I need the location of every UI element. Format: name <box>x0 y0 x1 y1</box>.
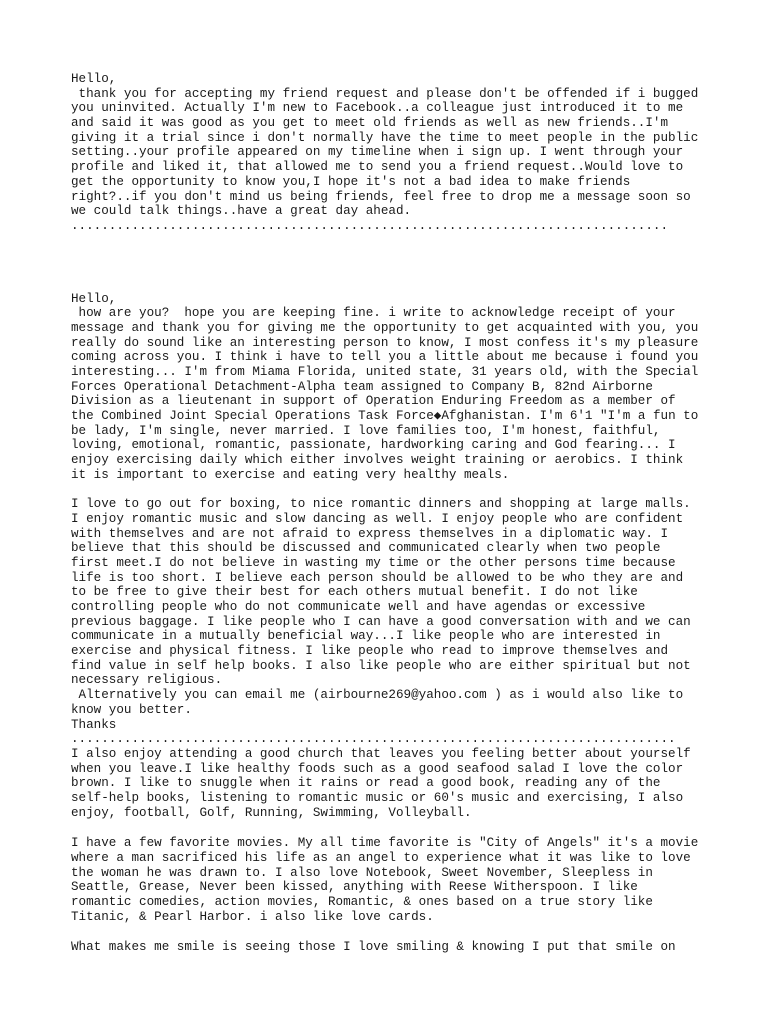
text-line: first meet.I do not believe in wasting my time or the other persons time because <box>71 555 676 570</box>
text-line: Titanic, & Pearl Harbor. i also like love cards. <box>71 909 434 924</box>
letter-1-greeting: Hello, <box>71 72 117 86</box>
text-line: Seattle, Grease, Never been kissed, anything with Reese Witherspoon. I like <box>71 880 638 895</box>
text-line: to be free to give their best for each others mutual benefit. I do not like <box>71 585 638 600</box>
text-line: get the opportunity to know you,I hope it's not a bad idea to make friends <box>71 174 631 189</box>
letter-1 <box>71 72 711 234</box>
text-line: the woman he was drawn to. I also love Notebook, Sweet November, Sleepless in <box>71 865 653 880</box>
text-line: be lady, I'm single, never married. I love families too, I'm honest, faithful, <box>71 423 661 438</box>
dotted-divider: ................................................................................ <box>71 732 676 747</box>
spacer <box>71 924 711 940</box>
text-line: right?..if you don't mind us being friends, feel free to drop me a message soon so <box>71 189 691 204</box>
text-line: giving it a trial since i don't normally have the time to meet people in the public <box>71 130 699 145</box>
text-line: Alternatively you can email me (airbourne269@yahoo.com ) as i would also like to <box>71 688 684 703</box>
text-line: know you better. <box>71 702 192 717</box>
text-line: communicate in a mutually beneficial way...I like people who are interested in <box>71 629 661 644</box>
text-line: I also enjoy attending a good church that leaves you feeling better about yourself <box>71 746 691 761</box>
text-line: how are you? hope you are keeping fine. i write to acknowledge receipt of your <box>71 306 676 321</box>
spacer <box>71 234 711 292</box>
text-line: enjoy exercising daily which either involves weight training or aerobics. I think <box>71 453 684 468</box>
text-line: thank you for accepting my friend request and please don't be offended if i bugged <box>71 86 699 101</box>
text-line: interesting... I'm from Miama Florida, united state, 31 years old, with the Special <box>71 365 699 379</box>
text-line: where a man sacrificed his life as an angel to experience what it was like to love <box>71 851 691 865</box>
text-line: I have a few favorite movies. My all time favorite is "City of Angels" it's a movie <box>71 836 699 851</box>
text-line: the Combined Joint Special Operations Task Force◆Afghanistan. I'm 6'1 "I'm a fun to <box>71 409 699 424</box>
text-line: self-help books, listening to romantic music or 60's music and exercising, I also <box>71 790 684 805</box>
text-line: really do sound like an interesting person to know, I most confess it's my pleasure <box>71 335 699 350</box>
text-line: exercise and physical fitness. I like people who read to improve themselves and <box>71 644 669 659</box>
text-line: life is too short. I believe each person should be allowed to be who they are and <box>71 570 684 585</box>
text-line: believe that this should be discussed and communicated clearly when two people <box>71 541 661 556</box>
text-line: profile and liked it, that allowed me to send you a friend request..Would love to <box>71 160 684 175</box>
text-line: romantic comedies, action movies, Romantic, & ones based on a true story like <box>71 895 653 910</box>
spacer <box>71 483 711 498</box>
text-line: necessary religious. <box>71 673 223 688</box>
text-line: we could talk things..have a great day ahead. <box>71 204 412 219</box>
text-line: setting..your profile appeared on my timeline when i sign up. I went through your <box>71 145 684 160</box>
text-line: coming across you. I think i have to tell you a little about me because i found you <box>71 350 699 365</box>
letter-2 <box>71 292 711 747</box>
letter-3 <box>71 747 711 955</box>
text-line: I love to go out for boxing, to nice romantic dinners and shopping at large malls. <box>71 497 691 512</box>
dotted-divider: ............................................................................... <box>71 218 669 233</box>
spacer <box>71 820 711 836</box>
text-line: controlling people who do not communicate well and have agendas or excessive <box>71 600 646 614</box>
text-line: I enjoy romantic music and slow dancing as well. I enjoy people who are confident <box>71 511 684 526</box>
text-line: previous baggage. I like people who I can have a good conversation with and we can <box>71 614 691 629</box>
text-line: Thanks <box>71 717 117 732</box>
text-line: you uninvited. Actually I'm new to Facebook..a colleague just introduced it to me <box>71 101 684 116</box>
text-line: find value in self help books. I also like people who are either spiritual but not <box>71 658 691 673</box>
text-line: with themselves and are not afraid to express themselves in a diplomatic way. I <box>71 526 669 541</box>
text-line: brown. I like to snuggle when it rains or read a good book, reading any of the <box>71 776 661 791</box>
text-line: it is important to exercise and eating very healthy meals. <box>71 467 510 482</box>
text-line: enjoy, football, Golf, Running, Swimming, Volleyball. <box>71 805 472 820</box>
text-line: Division as a lieutenant in support of Operation Enduring Freedom as a member of <box>71 394 676 409</box>
text-line: Forces Operational Detachment-Alpha team assigned to Company B, 82nd Airborne <box>71 379 653 394</box>
letter-2-greeting: Hello, <box>71 291 117 306</box>
text-line: when you leave.I like healthy foods such as a good seafood salad I love the color <box>71 761 684 776</box>
text-line: loving, emotional, romantic, passionate, hardworking caring and God fearing... I <box>71 438 676 453</box>
document-page <box>71 72 711 955</box>
text-line: and said it was good as you get to meet old friends as well as new friends..I'm <box>71 116 669 131</box>
text-line: message and thank you for giving me the opportunity to get acquainted with you, you <box>71 320 699 335</box>
text-line: What makes me smile is seeing those I love smiling & knowing I put that smile on <box>71 940 676 955</box>
